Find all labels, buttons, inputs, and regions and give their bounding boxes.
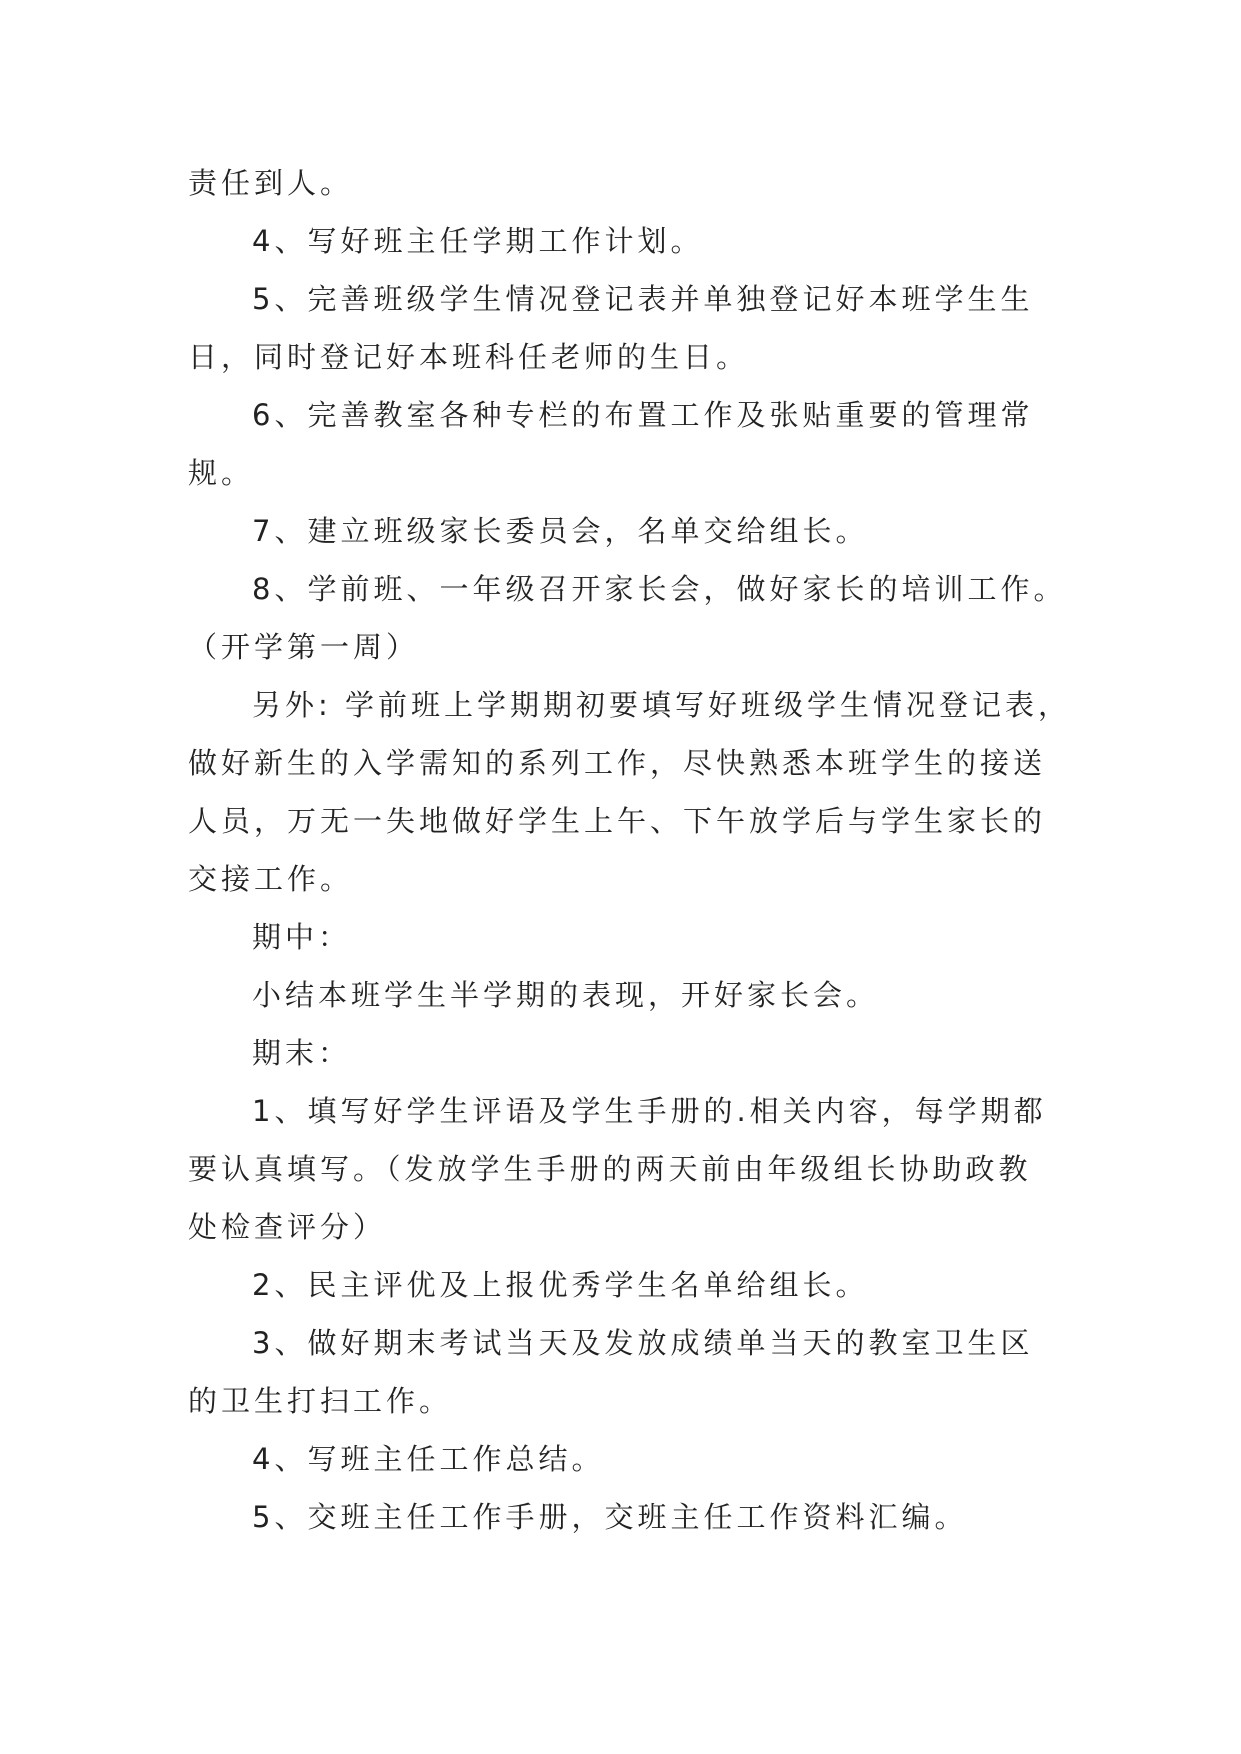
text-line: 2、民主评优及上报优秀学生名单给组长。 <box>252 1268 869 1302</box>
text-line: 人员，万无一失地做好学生上午、下午放学后与学生家长的 <box>188 804 1047 838</box>
section-heading: 期中： <box>252 920 352 954</box>
text-line: 责任到人。 <box>188 166 354 200</box>
text-line: 要认真填写。（发放学生手册的两天前由年级组长协助政教 <box>188 1152 1032 1186</box>
text-line: 4、写好班主任学期工作计划。 <box>252 224 704 258</box>
document-body <box>188 154 1071 1546</box>
text-line: （开学第一周） <box>188 630 420 664</box>
text-line: 的卫生打扫工作。 <box>188 1384 453 1418</box>
text-line: 处检查评分） <box>188 1210 387 1244</box>
text-line: 1、填写好学生评语及学生手册的.相关内容，每学期都 <box>252 1094 1047 1128</box>
text-line: 3、做好期末考试当天及发放成绩单当天的教室卫生区 <box>252 1326 1034 1360</box>
text-line: 交接工作。 <box>188 862 354 896</box>
text-line: 5、完善班级学生情况登记表并单独登记好本班学生生 <box>252 282 1034 316</box>
text-line: 6、完善教室各种专栏的布置工作及张贴重要的管理常 <box>252 398 1034 432</box>
text-line: 8、学前班、一年级召开家长会，做好家长的培训工作。 <box>252 572 1067 606</box>
section-heading: 期末： <box>252 1036 352 1070</box>
text-line: 规。 <box>188 456 255 490</box>
text-line: 5、交班主任工作手册，交班主任工作资料汇编。 <box>252 1500 968 1534</box>
text-line: 另外: 学前班上学期期初要填写好班级学生情况登记表， <box>252 688 1071 722</box>
text-line: 小结本班学生半学期的表现，开好家长会。 <box>252 978 880 1012</box>
text-line: 日，同时登记好本班科任老师的生日。 <box>188 340 750 374</box>
text-line: 做好新生的入学需知的系列工作，尽快熟悉本班学生的接送 <box>188 746 1047 780</box>
text-line: 4、写班主任工作总结。 <box>252 1442 605 1476</box>
text-line: 7、建立班级家长委员会，名单交给组长。 <box>252 514 869 548</box>
